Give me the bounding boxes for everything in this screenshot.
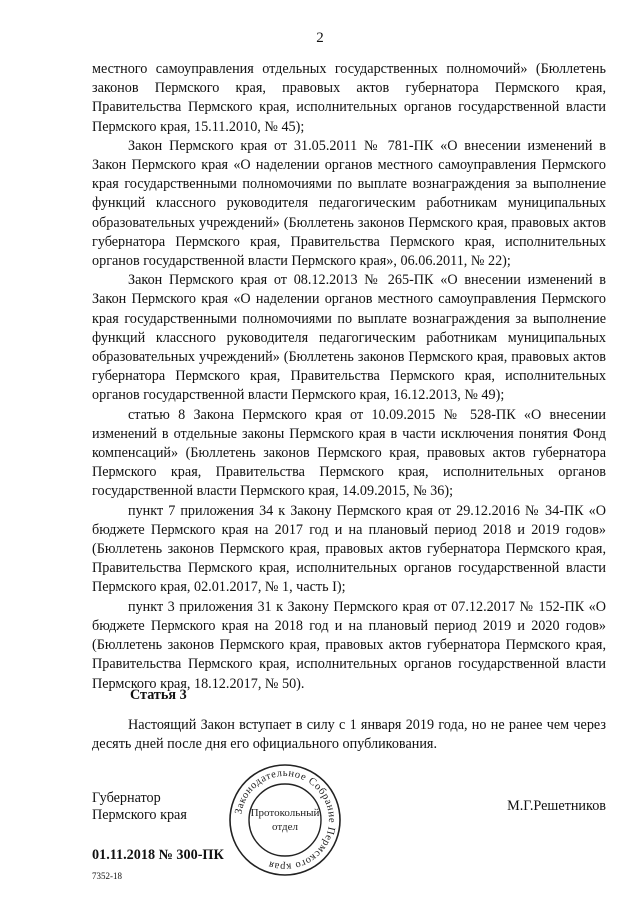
signature-name: М.Г.Решетников [507, 798, 606, 814]
paragraph-5: пункт 7 приложения 34 к Закону Пермского края от 29.12.2016 № 34-ПК «О бюджете Пермского края на 2017 год и на плановый период 2018 и 2019 годов» (Бюллетень законов Пермского края, правовых актов губернатора Пермского края, Правительства Пермского края, исполнительных органов государственной власти Пермского края, 02.01.2017, № 1, часть I); [92, 502, 606, 596]
stamp-center-label [228, 763, 342, 877]
stamp-center-line-2: отдел [272, 821, 298, 833]
paragraph-1: местного самоуправления отдельных государственных полномочий» (Бюллетень законов Пермского края, правовых актов губернатора Пермского края, Правительства Пермского края, исполнительных органов государственной власти Пермского края, 15.11.2010, № 45); [92, 61, 606, 135]
paragraph-3: Закон Пермского края от 08.12.2013 № 265-ПК «О внесении изменений в Закон Пермского края «О наделении органов местного самоуправления Пермского края государственными полномочиями по выплате вознаграждения за выполнение функций классного руководителя педагогическим работникам муниципальных образовательных учреждений» (Бюллетень законов Пермского края, правовых актов губернатора Пермского края, Правительства Пермского края, исполнительных органов государственной власти Пермского края, 16.12.2013, № 49); [92, 272, 606, 404]
article-heading: Статья 3 [130, 687, 187, 703]
document-code: 7352-18 [92, 871, 122, 881]
signature-title-line-1: Губернатор [92, 790, 161, 806]
stamp-center-line-1: Протокольный [250, 807, 320, 819]
protocol-department-stamp [228, 763, 342, 877]
paragraph-4: статью 8 Закона Пермского края от 10.09.2015 № 528-ПК «О внесении изменений в отдельные законы Пермского края в части исключения понятия Фонд компенсаций» (Бюллетень законов Пермского края, правовых актов губернатора Пермского края, Правительства Пермского края, исполнительных органов государственной власти Пермского края, 14.09.2015, № 36); [92, 406, 606, 500]
page-number: 2 [316, 30, 324, 46]
document-body [92, 60, 606, 694]
article-text: Настоящий Закон вступает в силу с 1 января 2019 года, но не ранее чем через десять дней после дня его официального опубликования. [92, 717, 606, 753]
law-date-number: 01.11.2018 № 300-ПК [92, 847, 224, 863]
signature-title-line-2: Пермского края [92, 807, 187, 823]
paragraph-2: Закон Пермского края от 31.05.2011 № 781-ПК «О внесении изменений в Закон Пермского края «О наделении органов местного самоуправления Пермского края государственными полномочиями по выплате вознаграждения за выполнение функций классного руководителя педагогическим работникам муниципальных образовательных учреждений» (Бюллетень законов Пермского края, правовых актов губернатора Пермского края, Правительства Пермского края, исполнительных органов государственной власти Пермского края», 06.06.2011, № 22); [92, 137, 606, 270]
signature-title [92, 790, 187, 824]
paragraph-6: пункт 3 приложения 31 к Закону Пермского края от 07.12.2017 № 152-ПК «О бюджете Пермского края на 2018 год и на плановый период 2019 и 2020 годов» (Бюллетень законов Пермского края, правовых актов губернатора Пермского края, Правительства Пермского края, исполнительных органов государственной власти Пермского края, 18.12.2017, № 50). [92, 598, 606, 692]
stamp-ring-text: Законодательное Собрание Пермского края [233, 767, 338, 873]
